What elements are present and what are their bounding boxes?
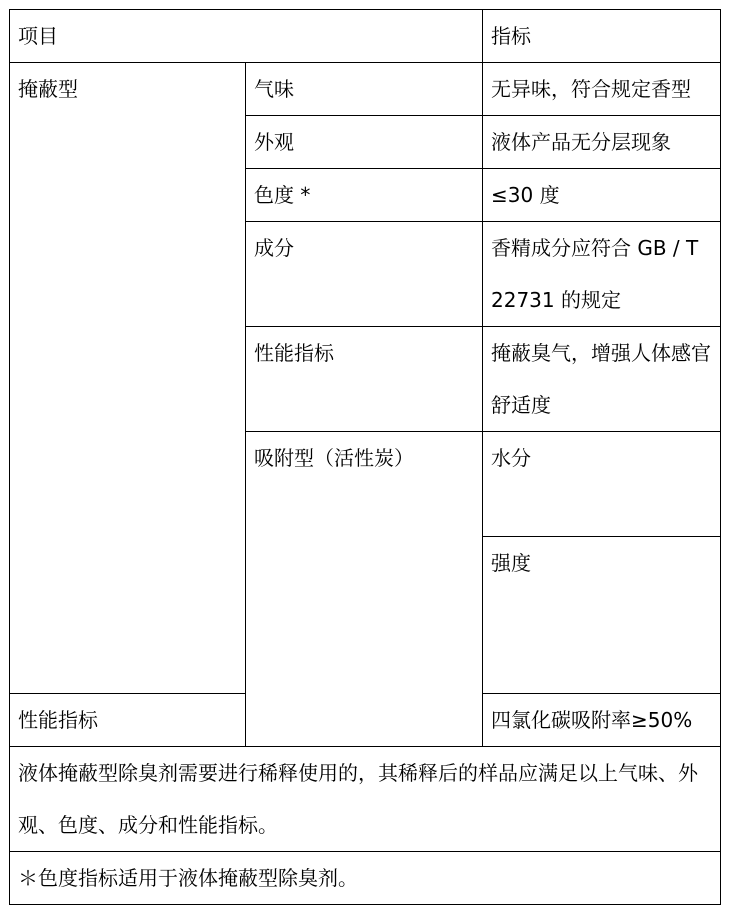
footnote: ＊色度指标适用于液体掩蔽型除臭剂。 [10, 852, 721, 905]
specification-table [9, 9, 721, 905]
attribute-cell: 气味 [246, 63, 483, 116]
header-item-cell: 项目 [10, 10, 483, 63]
table-row [10, 63, 721, 116]
attribute-cell: 强度 [483, 537, 721, 694]
footnote-row [10, 852, 721, 905]
header-indicator-cell: 指标 [483, 10, 721, 63]
attribute-cell: 性能指标 [246, 327, 483, 432]
dilution-note: 液体掩蔽型除臭剂需要进行稀释使用的，其稀释后的样品应满足以上气味、外观、色度、成分和性能指标。 [10, 747, 721, 852]
value-cell: 四氯化碳吸附率≥50% [483, 694, 721, 747]
header-row [10, 10, 721, 63]
group-masking-cell: 掩蔽型 [10, 63, 246, 694]
attribute-cell: 水分 [483, 432, 721, 537]
value-cell: 掩蔽臭气，增强人体感官舒适度 [483, 327, 721, 432]
attribute-cell: 性能指标 [10, 694, 246, 747]
value-cell: 液体产品无分层现象 [483, 116, 721, 169]
attribute-cell: 色度 * [246, 169, 483, 222]
value-cell: 无异味，符合规定香型 [483, 63, 721, 116]
attribute-cell: 外观 [246, 116, 483, 169]
group-adsorption-cell: 吸附型（活性炭） [246, 432, 483, 747]
note-row [10, 747, 721, 852]
value-cell: 香精成分应符合 GB / T 22731 的规定 [483, 222, 721, 327]
value-cell: ≤30 度 [483, 169, 721, 222]
attribute-cell: 成分 [246, 222, 483, 327]
